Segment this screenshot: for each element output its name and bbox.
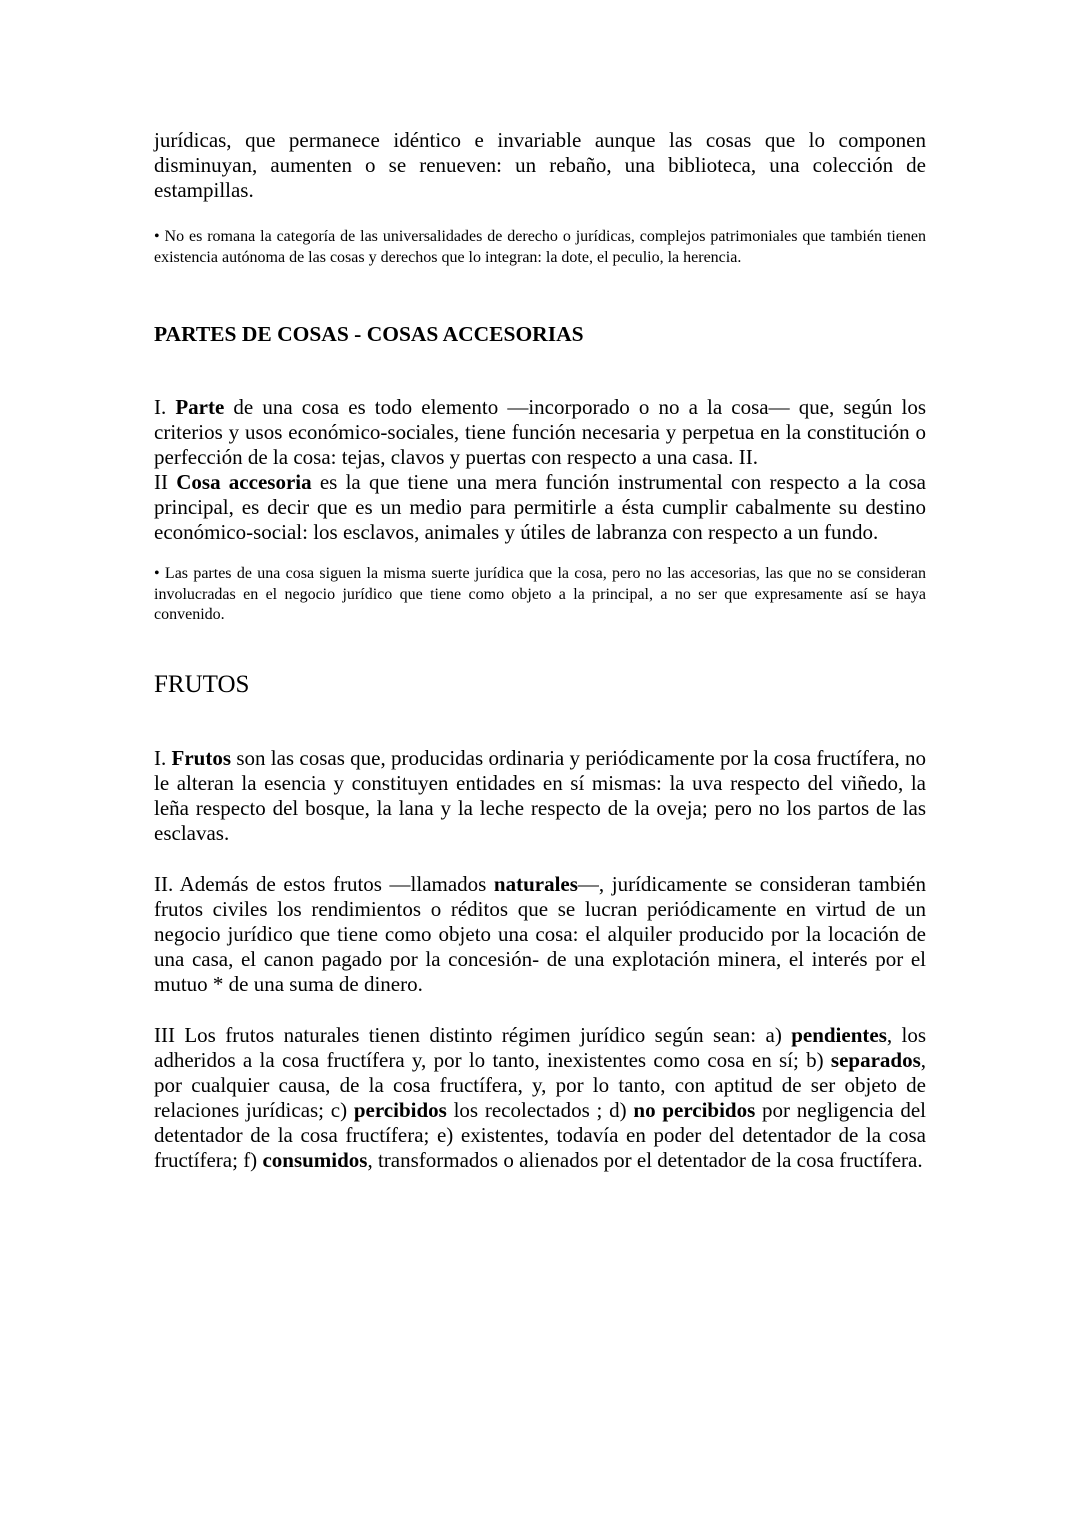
universalidades-note: • No es romana la categoría de las universalidades de derecho o jurídicas, complejos patrimoniales que también tienen existencia autónoma de las cosas y derechos que lo integran: la dote, el peculio, la herencia. <box>154 228 926 266</box>
frutos-paragraph-3: III Los frutos naturales tienen distinto régimen jurídico según sean: a) pendientes, los adheridos a la cosa fructífera y, por lo tanto, inexistentes como cosa en sí; b) separados, por cualquier causa, de la cosa fructífera, y, por lo tanto, con aptitud de ser objeto de relaciones jurídicas; c) percibidos los recolectados ; d) no percibidos por negligencia del detentador de la cosa fructífera; e) existentes, todavía en poder del detentador de la cosa fructífera; f) consumidos, transformados o alienados por el detentador de la cosa fructífera. <box>154 1022 927 1172</box>
cosa-accesoria-term: Cosa accesoria <box>176 470 312 494</box>
intro-paragraph: jurídicas, que permanece idéntico e invariable aunque las cosas que lo componen disminuyan, aumenten o se renueven: un rebaño, una biblioteca, una colección de estampillas. <box>154 128 926 202</box>
partes-note: • Las partes de una cosa siguen la misma suerte jurídica que la cosa, pero no las accesorias, las que no se consideran involucradas en el negocio jurídico que tiene como objeto a la principal, a no ser que expresamente así se haya convenido. <box>154 565 926 623</box>
cosa-accesoria-paragraph: II Cosa accesoria es la que tiene una mera función instrumental con respecto a la cosa principal, es decir que es un medio para permitirle a ésta cumplir cabalmente su destino económico-social: los esclavos, animales y útiles de labranza con respecto a un fundo. <box>154 470 926 544</box>
consumidos-term: consumidos <box>262 1147 368 1172</box>
naturales-term: naturales <box>493 871 578 896</box>
percibidos-term: percibidos <box>353 1097 447 1122</box>
frutos-term: Frutos <box>171 745 232 770</box>
frutos-paragraph-2: II. Además de estos frutos —llamados naturales—, jurídicamente se consideran también frutos civiles los rendimientos o réditos que se lucran periódicamente en virtud de un negocio jurídico que tiene como objeto una cosa: el alquiler producido por la locación de una casa, el canon pagado por la concesión- de una explotación minera, el interés por el mutuo * de una suma de dinero. <box>154 871 926 996</box>
parte-paragraph: I. Parte de una cosa es todo elemento —incorporado o no a la cosa— que, según los criterios y usos económico-sociales, tiene función necesaria y perpetua en la constitución o perfección de la cosa: tejas, clavos y puertas con respecto a una casa. II. <box>154 395 926 469</box>
parte-term: Parte <box>175 395 225 419</box>
partes-heading: PARTES DE COSAS - COSAS ACCESORIAS <box>154 322 584 346</box>
separados-term: separados <box>830 1047 921 1072</box>
document-page <box>154 128 926 1173</box>
frutos-heading: FRUTOS <box>154 670 250 698</box>
no-percibidos-term: no percibidos <box>633 1097 756 1122</box>
pendientes-term: pendientes <box>791 1022 887 1047</box>
frutos-paragraph-1: I. Frutos son las cosas que, producidas ordinaria y periódicamente por la cosa fructífera, no le alteran la esencia y constituyen entidades en sí mismas: la uva respecto del viñedo, la leña respecto del bosque, la lana y la leche respecto de la oveja; pero no los partos de las esclavas. <box>154 745 926 845</box>
